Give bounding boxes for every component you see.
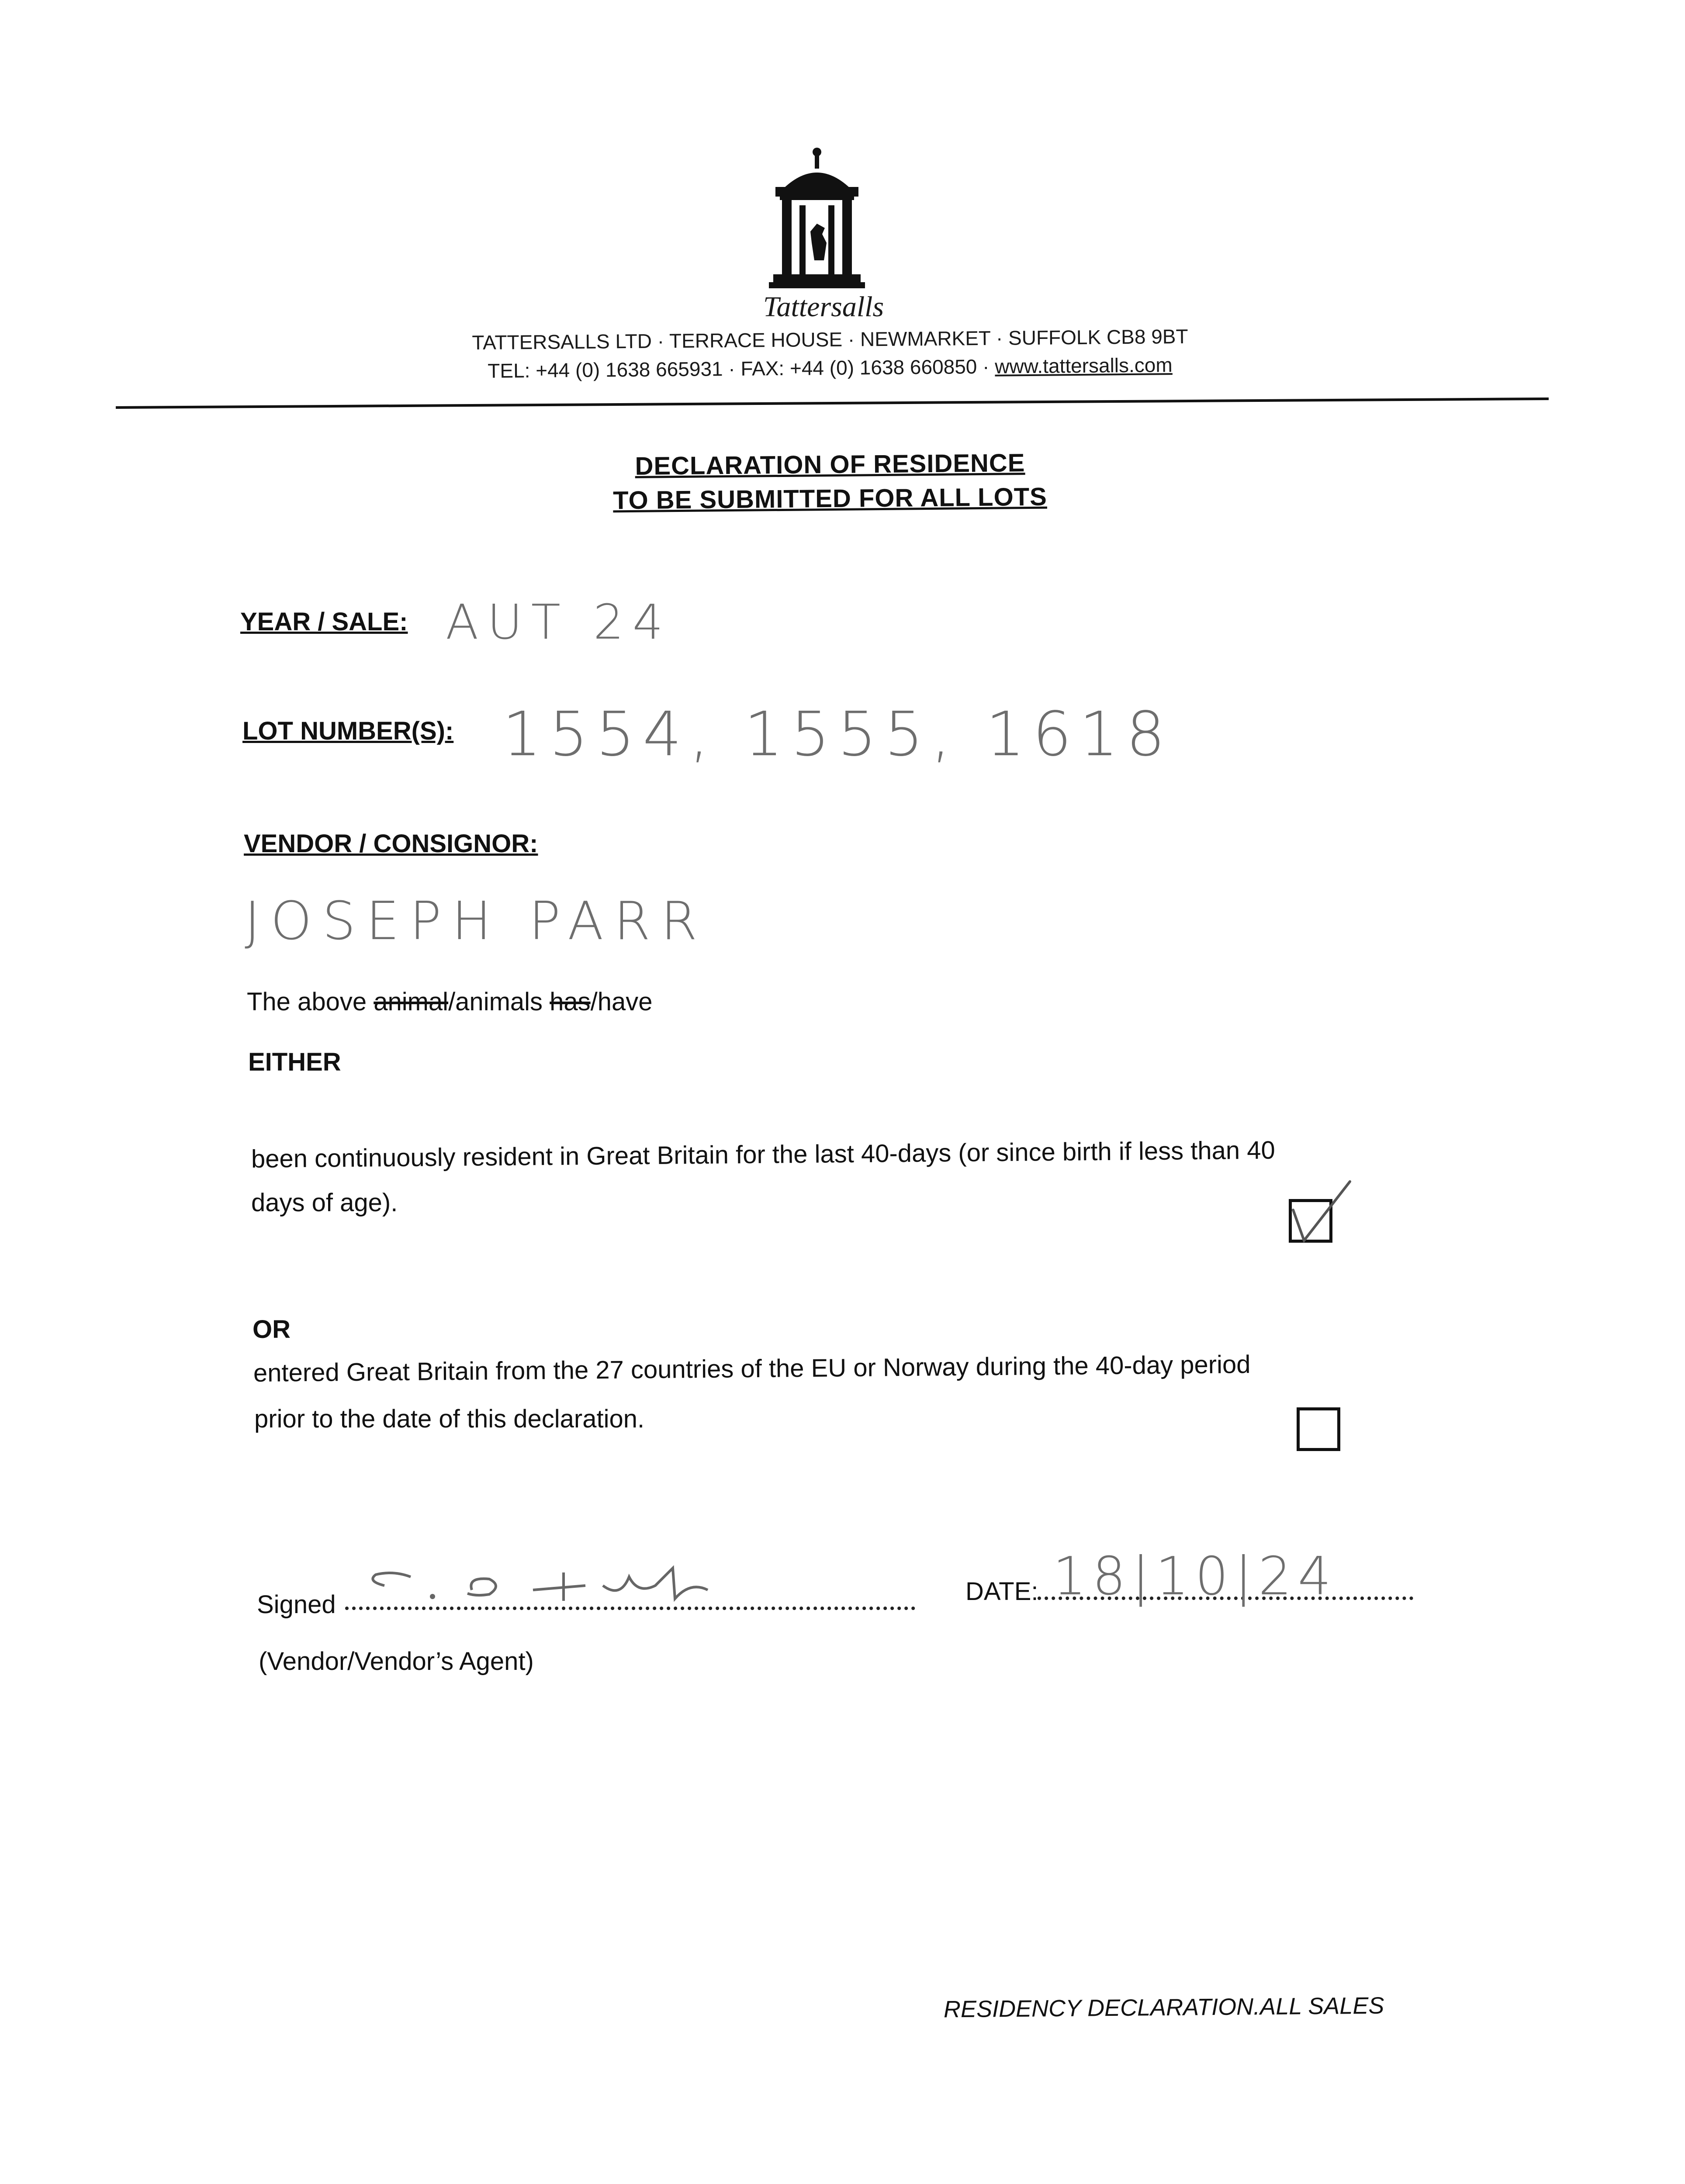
phone-fax: TEL: +44 (0) 1638 665931 · FAX: +44 (0) 1638 660850 ·: [488, 355, 995, 382]
lot-numbers-value[interactable]: 1554, 1555, 1618: [502, 699, 1173, 770]
form-title: DECLARATION OF RESIDENCE: [635, 449, 1025, 480]
either-label: EITHER: [248, 1048, 341, 1076]
struck-animal: animal: [374, 988, 449, 1016]
vendor-agent-note: (Vendor/Vendor’s Agent): [259, 1647, 534, 1676]
option1-text: been continuously resident in Great Britain for the last 40-days (or since birth if less than 40: [251, 1136, 1275, 1173]
signed-label: Signed: [257, 1590, 336, 1619]
animals-statement: The above animal/animals has/have: [247, 988, 653, 1016]
option2-text-cont: prior to the date of this declaration.: [254, 1405, 645, 1433]
signature-scribble: [358, 1559, 773, 1612]
year-sale-label: YEAR / SALE:: [240, 608, 408, 636]
or-label: OR: [253, 1315, 291, 1344]
year-sale-value[interactable]: AUT 24: [446, 594, 672, 650]
date-value[interactable]: 18|10|24: [1053, 1546, 1337, 1607]
checkmark-icon: [1284, 1179, 1359, 1249]
company-address: TATTERSALLS LTD · TERRACE HOUSE · NEWMARKET · SUFFOLK CB8 9BT: [472, 325, 1188, 354]
vendor-label: VENDOR / CONSIGNOR:: [244, 829, 538, 858]
lot-numbers-label: LOT NUMBER(S):: [242, 717, 454, 745]
date-label: DATE:: [965, 1577, 1038, 1606]
tattersalls-logo: [767, 144, 867, 288]
struck-has: has: [550, 988, 591, 1016]
option1-text-cont: days of age).: [251, 1189, 398, 1217]
option2-checkbox[interactable]: [1297, 1407, 1340, 1451]
vendor-value[interactable]: JOSEPH PARR: [245, 891, 708, 952]
form-footer: RESIDENCY DECLARATION.ALL SALES: [943, 1992, 1384, 2023]
option2-text: entered Great Britain from the 27 countries of the EU or Norway during the 40-day period: [253, 1350, 1251, 1387]
form-subtitle: TO BE SUBMITTED FOR ALL LOTS: [612, 482, 1048, 515]
website-link[interactable]: www.tattersalls.com: [995, 353, 1173, 378]
header-rule: [116, 397, 1549, 409]
brand-name: Tattersalls: [763, 291, 884, 323]
company-contact: [393, 352, 1267, 383]
